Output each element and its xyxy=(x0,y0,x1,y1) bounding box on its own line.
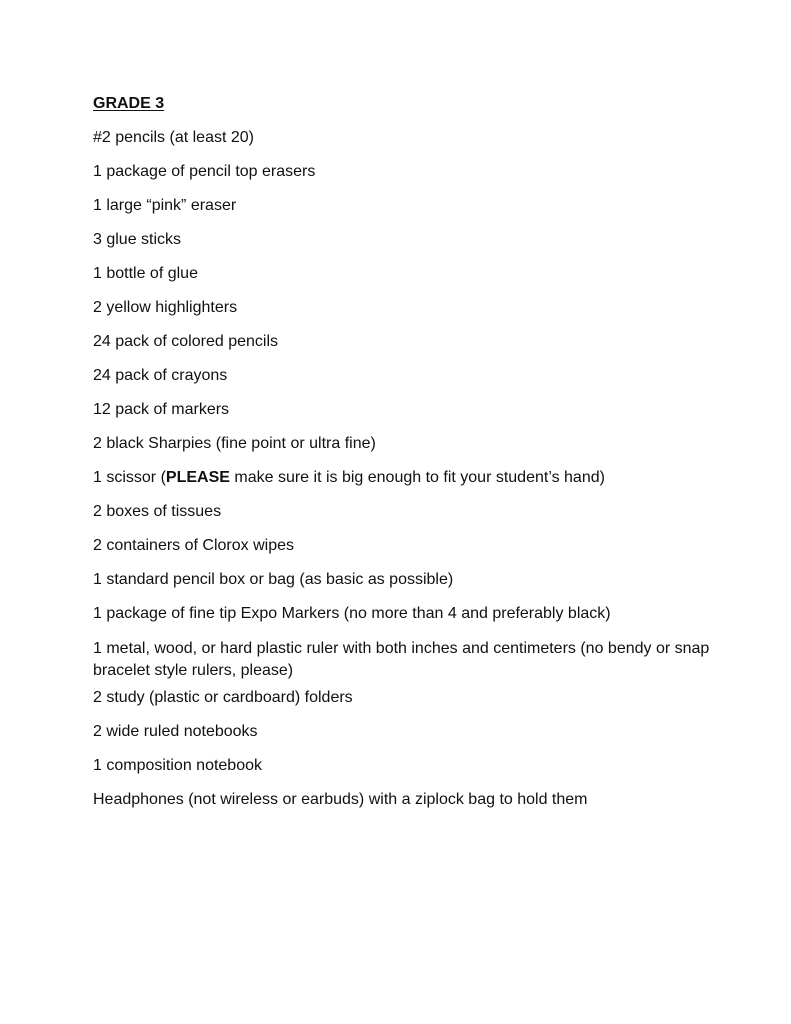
list-item: 2 study (plastic or cardboard) folders xyxy=(93,689,353,706)
list-item: 24 pack of crayons xyxy=(93,367,228,384)
list-item: 2 black Sharpies (fine point or ultra fine) xyxy=(93,435,376,452)
list-item: 1 large “pink” eraser xyxy=(93,197,237,214)
list-item: 12 pack of markers xyxy=(93,401,230,418)
list-item: 1 metal, wood, or hard plastic ruler with both inches and centimeters (no bendy or snap bracelet style rulers, please) xyxy=(93,640,710,679)
list-item: 24 pack of colored pencils xyxy=(93,333,278,350)
item-text-after: make sure it is big enough to fit your student’s hand) xyxy=(229,469,605,486)
supply-list xyxy=(93,128,713,824)
list-item: 1 bottle of glue xyxy=(93,265,198,282)
list-item: 2 yellow highlighters xyxy=(93,299,238,316)
list-item-scissor xyxy=(93,468,713,488)
list-item: 2 wide ruled notebooks xyxy=(93,723,258,740)
list-item: 1 package of pencil top erasers xyxy=(93,163,316,180)
list-item: Headphones (not wireless or earbuds) with a ziplock bag to hold them xyxy=(93,791,588,808)
list-item: 1 standard pencil box or bag (as basic as possible) xyxy=(93,571,454,588)
list-item: #2 pencils (at least 20) xyxy=(93,129,254,146)
page-title: GRADE 3 xyxy=(93,95,165,112)
list-item: 2 containers of Clorox wipes xyxy=(93,537,294,554)
item-text-before: 1 scissor ( xyxy=(93,469,166,486)
list-item: 1 package of fine tip Expo Markers (no more than 4 and preferably black) xyxy=(93,605,611,622)
list-item: 3 glue sticks xyxy=(93,231,182,248)
list-item: 2 boxes of tissues xyxy=(93,503,222,520)
list-item: 1 composition notebook xyxy=(93,757,262,774)
emphasis-text: PLEASE xyxy=(165,469,230,486)
